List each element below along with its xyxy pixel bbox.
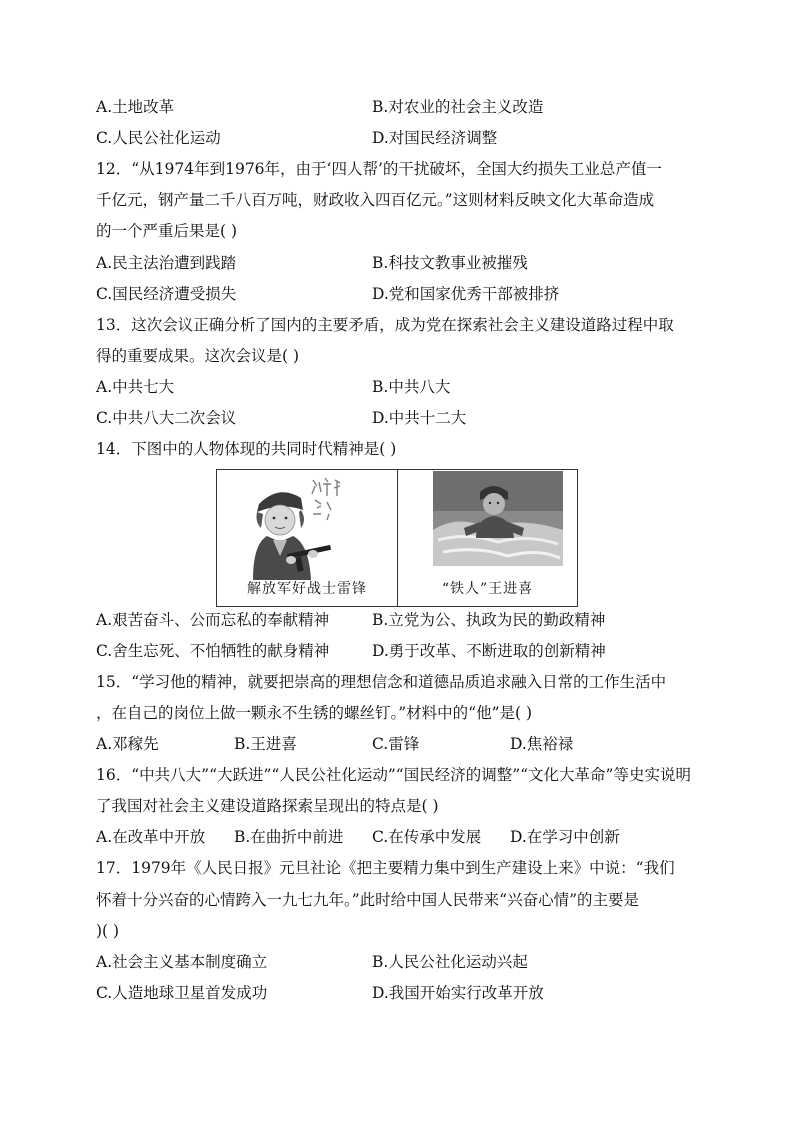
q14-option-c: C.舍生忘死、不怕牺牲的献身精神 (96, 642, 330, 660)
q13-option-b: B.中共八大 (372, 378, 451, 396)
q16-option-c: C.在传承中发展 (372, 828, 482, 846)
q14-option-a: A.艰苦奋斗、公而忘私的奉献精神 (96, 611, 330, 629)
caption-wang-jinxi: “铁人”王进喜 (441, 581, 534, 597)
figure-cell-lei-feng (217, 470, 397, 606)
q17-option-b: B.人民公社化运动兴起 (372, 953, 528, 971)
q13-option-a: A.中共七大 (96, 378, 175, 396)
q17-option-c: C.人造地球卫星首发成功 (96, 984, 268, 1002)
q14-option-b: B.立党为公、执政为民的勤政精神 (372, 611, 606, 629)
figure-cell-wang-jinxi (397, 470, 577, 606)
q11-option-a: A.土地改革 (96, 98, 175, 116)
q15-option-c: C.雷锋 (372, 735, 420, 753)
caption-lei-feng: 解放军好战士雷锋 (247, 581, 367, 597)
q16-stem-line-1: 16．“中共八大”“大跃进”“人民公社化运动”“国民经济的调整”“文化大革命”等史实说明 (96, 766, 691, 784)
q13-option-d: D.中共十二大 (372, 409, 467, 427)
q15-stem-line-2: ，在自己的岗位上做一颗永不生锈的螺丝钉。”材料中的“他”是( ) (96, 704, 533, 722)
q17-option-a: A.社会主义基本制度确立 (96, 953, 268, 971)
q16-stem-line-2: 了我国对社会主义建设道路探索呈现出的特点是( ) (96, 797, 439, 815)
q11-option-d: D.对国民经济调整 (372, 129, 498, 147)
q16-option-d: D.在学习中创新 (510, 828, 620, 846)
q13-option-c: C.中共八大二次会议 (96, 409, 237, 427)
q11-option-c: C.人民公社化运动 (96, 129, 221, 147)
q11-option-b: B.对农业的社会主义改造 (372, 98, 544, 116)
q15-option-d: D.焦裕禄 (510, 735, 574, 753)
q15-option-b: B.王进喜 (234, 735, 297, 753)
q17-stem-line-3: )( ) (96, 922, 120, 940)
q12-option-d: D.党和国家优秀干部被排挤 (372, 285, 560, 303)
q12-stem-line-2: 千亿元，钢产量二千八百万吨，财政收入四百亿元。”这则材料反映文化大革命造成 (96, 191, 655, 209)
q13-stem-line-2: 得的重要成果。这次会议是( ) (96, 347, 300, 365)
q17-stem-line-2: 怀着十分兴奋的心情跨入一九七九年。”此时给中国人民带来“兴奋心情”的主要是 (96, 891, 640, 909)
q17-stem-line-1: 17．1979年《人民日报》元旦社论《把主要精力集中到生产建设上来》中说：“我们 (96, 859, 675, 877)
q12-option-c: C.国民经济遭受损失 (96, 285, 237, 303)
q16-option-a: A.在改革中开放 (96, 828, 206, 846)
q12-stem-line-1: 12．“从1974年到1976年，由于‘四人帮’的干扰破坏，全国大约损失工业总产值一 (96, 160, 662, 178)
q14-stem-line-1: 14．下图中的人物体现的共同时代精神是( ) (96, 440, 397, 458)
q16-option-b: B.在曲折中前进 (234, 828, 344, 846)
q12-stem-line-3: 的一个严重后果是( ) (96, 222, 238, 240)
q14-option-d: D.勇于改革、不断进取的创新精神 (372, 642, 606, 660)
q12-option-a: A.民主法治遭到践踏 (96, 254, 237, 272)
q13-stem-line-1: 13．这次会议正确分析了国内的主要矛盾，成为党在探索社会主义建设道路过程中取 (96, 316, 674, 334)
q15-stem-line-1: 15．“学习他的精神，就要把崇高的理想信念和道德品质追求融入日常的工作生活中 (96, 673, 667, 691)
q14-figure (216, 469, 578, 607)
q15-option-a: A.邓稼先 (96, 735, 159, 753)
q17-option-d: D.我国开始实行改革开放 (372, 984, 544, 1002)
q12-option-b: B.科技文教事业被摧残 (372, 254, 528, 272)
